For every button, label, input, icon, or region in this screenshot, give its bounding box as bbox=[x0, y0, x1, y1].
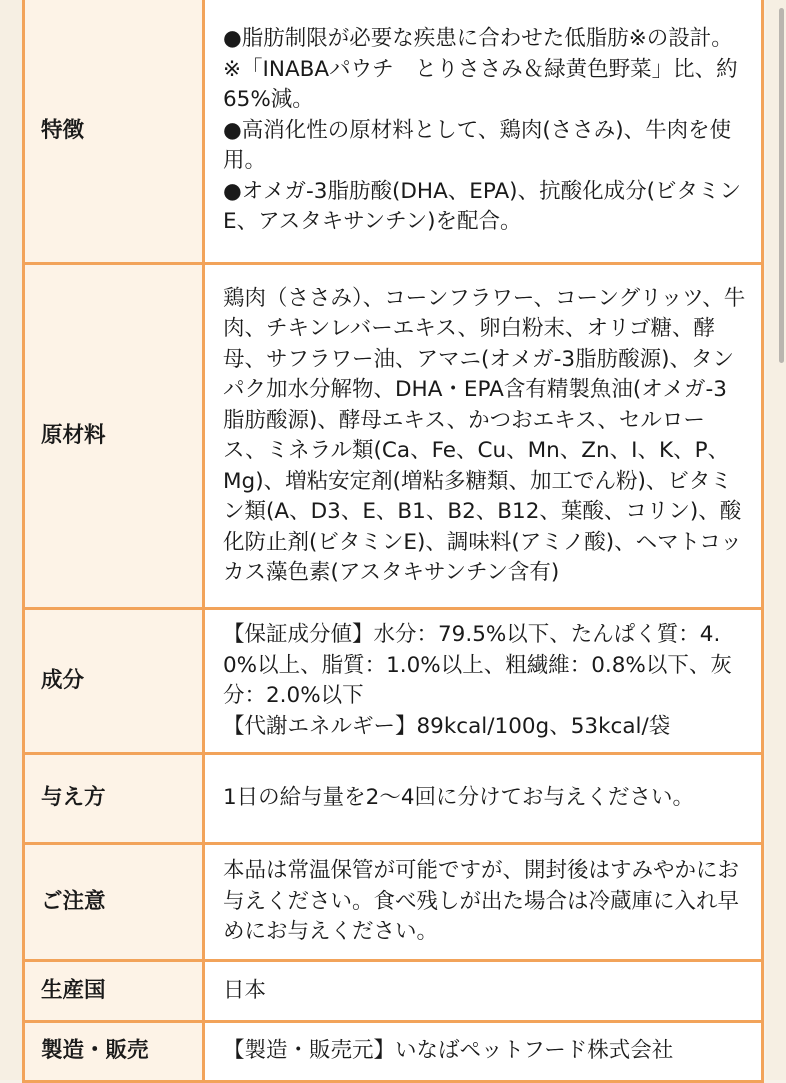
spec-row-caution bbox=[24, 844, 763, 961]
spec-label: 生産国 bbox=[24, 961, 204, 1022]
spec-row-features bbox=[24, 0, 763, 264]
scrollbar-thumb[interactable] bbox=[779, 8, 784, 363]
spec-value-text: 【保証成分値】水分：79.5%以下、たんぱく質：4.0%以上、脂質：1.0%以上、粗繊維：0.8%以下、灰分：2.0%以下 【代謝エネルギー】89kcal/100g、53kcal/袋 bbox=[223, 622, 732, 739]
spec-value bbox=[204, 264, 763, 609]
spec-value-text: 【製造・販売元】いなばペットフード株式会社 bbox=[223, 1038, 674, 1064]
spec-value-text: ●脂肪制限が必要な疾患に合わせた低脂肪※の設計。 ※「INABAパウチ とりささみ＆緑黄色野菜」比、約65%減。 ●高消化性の原材料として、鶏肉(ささみ)、牛肉を使用。 ●オメガ-3脂肪酸(DHA、EPA)、抗酸化成分(ビタミンE、アスタキサンチン)を配合。 bbox=[223, 26, 741, 235]
spec-label: 成分 bbox=[24, 609, 204, 754]
spec-row-ingredients bbox=[24, 264, 763, 609]
spec-value bbox=[204, 609, 763, 754]
spec-row-composition bbox=[24, 609, 763, 754]
spec-value-text: 本品は常温保管が可能ですが、開封後はすみやかにお与えください。食べ残しが出た場合は冷蔵庫に入れ早めにお与えください。 bbox=[223, 858, 740, 945]
spec-value-text: 1日の給与量を2〜4回に分けてお与えください。 bbox=[223, 785, 695, 811]
page-background-left bbox=[0, 0, 22, 1080]
spec-label: 特徴 bbox=[24, 0, 204, 264]
spec-value bbox=[204, 754, 763, 844]
spec-value-text: 日本 bbox=[223, 977, 267, 1003]
spec-value-text: 鶏肉（ささみ）、コーンフラワー、コーングリッツ、牛肉、チキンレバーエキス、卵白粉末、オリゴ糖、酵母、サフラワー油、アマニ(オメガ-3脂肪酸源)、タンパク加水分解物、DHA・EPA含有精製魚油(オメガ-3脂肪酸源)、酵母エキス、かつおエキス、セルロース、ミネラル類(Ca、Fe、Cu、Mn、Zn、I、K、P、Mg)、増粘安定剤(増粘多糖類、加工でん粉)、ビタミン類(A、D3、E、B1、B2、B12、葉酸、コリン)、酸化防止剤(ビタミンE)、調味料(アミノ酸)、ヘマトコッカス藻色素(アスタキサンチン含有) bbox=[223, 285, 746, 585]
spec-value bbox=[204, 961, 763, 1022]
spec-value bbox=[204, 844, 763, 961]
spec-row-manufacturer bbox=[24, 1022, 763, 1082]
spec-row-feeding bbox=[24, 754, 763, 844]
spec-label: 与え方 bbox=[24, 754, 204, 844]
spec-label: ご注意 bbox=[24, 844, 204, 961]
vertical-scrollbar[interactable] bbox=[776, 0, 786, 1080]
spec-row-origin bbox=[24, 961, 763, 1022]
product-spec-table bbox=[22, 0, 764, 1083]
spec-value bbox=[204, 0, 763, 264]
spec-label: 原材料 bbox=[24, 264, 204, 609]
spec-label: 製造・販売 bbox=[24, 1022, 204, 1082]
spec-value bbox=[204, 1022, 763, 1082]
